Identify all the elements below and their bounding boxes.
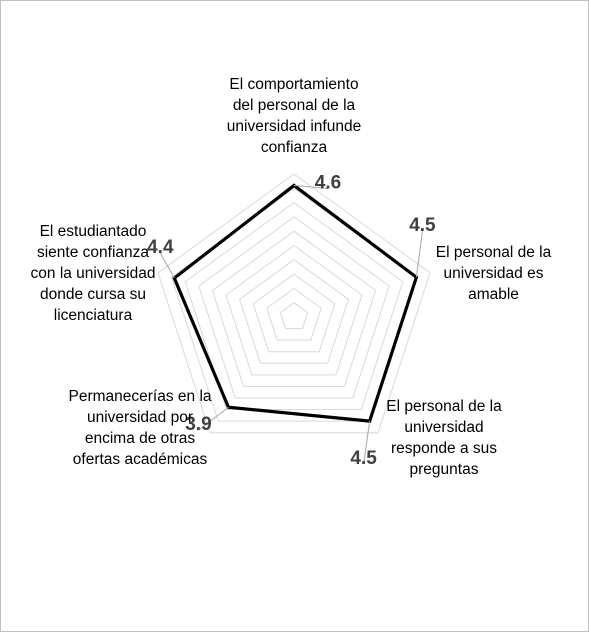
value-label: 3.9 — [185, 414, 212, 436]
value-label: 4.4 — [147, 237, 174, 259]
category-label-permanecerias: Permanecerías en la universidad por encima de otras ofertas académicas — [68, 388, 212, 468]
category-label-confianza-personal: El comportamiento del personal de la universidad infunde confianza — [226, 76, 362, 156]
category-label-responde-preguntas: El personal de la universidad responde a sus preguntas — [386, 398, 502, 478]
value-label: 4.5 — [409, 215, 436, 237]
value-label: 4.5 — [350, 448, 377, 470]
grid-ring — [280, 303, 307, 329]
value-label: 4.6 — [314, 172, 342, 194]
category-label-personal-amable: El personal de la universidad es amable — [435, 244, 552, 303]
category-label-estudiantado-confianza: El estudiantado siente confianza con la universidad donde cursa su licenciatura — [30, 223, 156, 324]
grid-ring — [199, 217, 389, 398]
grid-ring — [226, 246, 362, 375]
grid-ring — [267, 288, 321, 340]
